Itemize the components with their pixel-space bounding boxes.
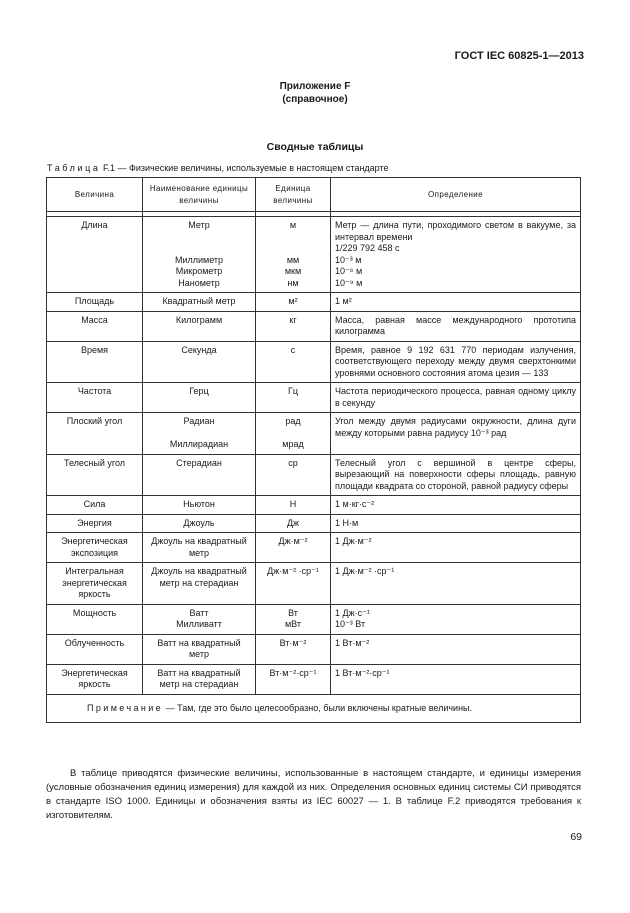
unit-name-cell	[143, 413, 256, 455]
unit-cell-line: Вт·м⁻²	[279, 637, 307, 648]
unit-cell-line	[260, 243, 326, 255]
unit-name-cell-line: Джоуль на квадратный метр на стерадиан	[151, 566, 247, 588]
table-caption	[47, 163, 389, 173]
note-text: — Там, где это было целесообразно, были включены кратные величины.	[163, 702, 473, 713]
unit-cell	[256, 217, 331, 293]
unit-cell-line: мм	[286, 254, 300, 265]
unit-name-cell	[143, 563, 256, 605]
page-number: 69	[570, 831, 582, 843]
quantity-cell-line: Энергетическая яркость	[61, 667, 128, 689]
unit-cell-line	[260, 232, 326, 244]
quantity-cell-line: Масса	[81, 314, 108, 325]
quantity-cell-line: Энергия	[77, 517, 112, 528]
definition-cell	[331, 217, 581, 293]
unit-cell	[256, 293, 331, 312]
unit-cell-line: с	[290, 344, 296, 355]
definition-cell	[331, 563, 581, 605]
standard-header: ГОСТ IEC 60825-1—2013	[454, 50, 584, 62]
physical-quantities-table	[46, 177, 581, 723]
quantity-cell-line: Сила	[83, 499, 106, 509]
table-row	[47, 533, 581, 563]
definition-cell	[331, 634, 581, 664]
unit-name-cell	[143, 311, 256, 341]
definition-cell-line: 1 Вт·м⁻²	[335, 637, 370, 648]
unit-name-cell-line: Квадратный метр	[162, 296, 236, 306]
unit-name-cell-line: Метр	[188, 220, 210, 230]
unit-cell	[256, 341, 331, 383]
unit-cell-line: Дж	[286, 517, 300, 528]
quantity-cell-line: Частота	[77, 386, 112, 396]
unit-name-cell-line: Радиан	[183, 416, 215, 426]
unit-name-cell-line: Килограмм	[175, 314, 223, 325]
definition-cell	[331, 533, 581, 563]
definition-cell	[331, 311, 581, 341]
quantity-cell	[47, 604, 143, 634]
definition-cell-line: 1 Н·м	[335, 517, 359, 528]
definition-cell-line: Время, равное 9 192 631 770 периодам излучения, соответствующего переходу между двумя сверхтонкими уровнями основного состояния атома цезия — 133	[335, 344, 576, 378]
unit-cell-line: мрад	[282, 439, 304, 449]
unit-name-cell-line: Ватт на квадратный метр на стерадиан	[157, 667, 241, 689]
unit-cell	[256, 664, 331, 694]
unit-name-cell-line	[147, 428, 251, 440]
unit-cell-line: Вт	[288, 607, 298, 618]
unit-cell-line: Гц	[287, 386, 299, 396]
unit-name-cell	[143, 454, 256, 496]
definition-cell-line: Телесный угол с вершиной в центре сферы, вырезающий на поверхности сферы площадь, равную площади квадрата со стороной, равной радиусу сферы	[335, 457, 576, 491]
unit-cell	[256, 634, 331, 664]
table-row	[47, 514, 581, 533]
unit-name-cell	[143, 664, 256, 694]
unit-cell-line: м	[289, 220, 297, 230]
table-row	[47, 413, 581, 455]
unit-cell	[256, 563, 331, 605]
unit-name-cell-line: Герц	[189, 386, 209, 396]
quantity-cell	[47, 563, 143, 605]
definition-cell-line: 10⁻⁹ м	[335, 277, 363, 288]
unit-cell	[256, 311, 331, 341]
annex-heading	[0, 80, 630, 106]
table-note-row	[47, 694, 581, 723]
header-unit: Единица величины	[256, 178, 331, 212]
definition-cell-line: 1 Дж·м⁻²	[335, 536, 372, 546]
body-paragraph	[46, 767, 581, 823]
definition-cell	[331, 496, 581, 515]
definition-cell-line: 1 Дж·с⁻¹	[335, 607, 370, 618]
definition-cell-line: Частота периодического процесса, равная одному циклу в секунду	[335, 386, 576, 408]
table-note	[47, 694, 581, 723]
definition-cell-line: 10⁻³ м	[335, 254, 362, 265]
table-caption-prefix: Таблица	[47, 163, 101, 173]
quantity-cell-line: Мощность	[72, 607, 117, 618]
quantity-cell-line: Телесный угол	[63, 457, 126, 468]
unit-cell	[256, 383, 331, 413]
header-definition: Определение	[331, 178, 581, 212]
table-row	[47, 383, 581, 413]
note-prefix: Примечание	[87, 702, 164, 713]
unit-cell	[256, 604, 331, 634]
quantity-cell	[47, 293, 143, 312]
unit-name-cell	[143, 604, 256, 634]
unit-name-cell-line: Джоуль	[183, 517, 215, 528]
unit-cell-line: Дж·м⁻² ·ср⁻¹	[267, 566, 319, 576]
unit-cell	[256, 514, 331, 533]
annex-subtitle: (справочное)	[282, 94, 348, 105]
unit-name-cell	[143, 496, 256, 515]
unit-cell-line: Вт·м⁻²·ср⁻¹	[269, 667, 317, 678]
unit-cell-line: нм	[287, 277, 299, 288]
quantity-cell	[47, 664, 143, 694]
unit-cell-line: мкм	[284, 266, 302, 276]
unit-cell-line: Н	[289, 499, 297, 509]
header-unit-name: Наименование единицы величины	[143, 178, 256, 212]
definition-cell	[331, 514, 581, 533]
table-row	[47, 496, 581, 515]
annex-title: Приложение F	[279, 81, 351, 92]
unit-name-cell-line: Миллирадиан	[169, 439, 229, 449]
definition-cell-line: Угол между двумя радиусами окружности, длина дуги между которыми равна радиусу 10⁻³ рад	[335, 416, 576, 438]
unit-name-cell-line: Милливатт	[176, 619, 222, 629]
table-row	[47, 604, 581, 634]
section-title: Сводные таблицы	[266, 141, 364, 153]
quantity-cell	[47, 634, 143, 664]
quantity-cell-line: Интегральная энергетическая яркость	[62, 566, 127, 599]
unit-name-cell-line: Микрометр	[175, 266, 223, 276]
quantity-cell	[47, 533, 143, 563]
unit-name-cell	[143, 514, 256, 533]
unit-name-cell-line: Миллиметр	[174, 254, 224, 265]
table-row	[47, 664, 581, 694]
definition-cell-line: 10⁻³ Вт	[335, 619, 366, 629]
unit-name-cell-line: Ватт	[189, 607, 209, 618]
quantity-cell	[47, 383, 143, 413]
unit-name-cell-line	[147, 232, 251, 244]
unit-cell-line: мВт	[284, 619, 301, 629]
unit-name-cell-line: Ватт на квадратный метр	[157, 637, 241, 659]
definition-cell-line: 10⁻⁶ м	[335, 266, 363, 276]
quantity-cell	[47, 496, 143, 515]
unit-cell	[256, 454, 331, 496]
quantity-cell	[47, 454, 143, 496]
unit-name-cell-line	[147, 243, 251, 255]
quantity-cell	[47, 341, 143, 383]
quantity-cell-line: Время	[80, 344, 109, 355]
unit-name-cell-line: Стерадиан	[176, 457, 222, 468]
unit-cell	[256, 533, 331, 563]
table-row	[47, 311, 581, 341]
unit-cell	[256, 413, 331, 455]
unit-name-cell-line: Ньютон	[183, 499, 215, 509]
table-row	[47, 293, 581, 312]
unit-name-cell	[143, 293, 256, 312]
paragraph-text: В таблице приводятся физические величины, использованные в настоящем стандарте, и единицы измерения (условные обозначения единиц измерения) для каждой из них. Определения основных единиц системы СИ приводятся в стандарте ISO 1000. Единицы и обозначения взяты из IEC 60027 — 1. В таблице F.2 приводятся требования к изготовителям.	[46, 768, 581, 821]
unit-name-cell	[143, 634, 256, 664]
unit-name-cell	[143, 383, 256, 413]
definition-cell-line: Метр — длина пути, проходимого светом в вакууме, за интервал времени	[335, 220, 576, 242]
unit-name-cell-line: Секунда	[181, 344, 217, 355]
unit-name-cell-line: Джоуль на квадратный метр	[151, 536, 247, 558]
unit-cell-line: ср	[288, 457, 298, 468]
quantity-cell	[47, 217, 143, 293]
table-row	[47, 454, 581, 496]
quantity-cell-line: Плоский угол	[66, 416, 123, 426]
unit-name-cell	[143, 533, 256, 563]
unit-cell-line	[260, 428, 326, 440]
definition-cell	[331, 604, 581, 634]
definition-cell-line: 1 м·кг·с⁻²	[335, 499, 375, 509]
quantity-cell-line: Площадь	[74, 296, 115, 306]
table-row	[47, 217, 581, 293]
quantity-cell	[47, 311, 143, 341]
definition-cell-line: 1 м²	[335, 296, 352, 306]
unit-cell-line: м²	[288, 296, 298, 306]
definition-cell	[331, 454, 581, 496]
unit-cell	[256, 496, 331, 515]
definition-cell	[331, 293, 581, 312]
definition-cell	[331, 341, 581, 383]
table-caption-text: F.1 — Физические величины, используемые в настоящем стандарте	[103, 163, 389, 173]
quantity-cell	[47, 514, 143, 533]
table-row	[47, 341, 581, 383]
quantity-cell	[47, 413, 143, 455]
unit-name-cell	[143, 217, 256, 293]
definition-cell-line: 1 Вт·м⁻²·ср⁻¹	[335, 667, 390, 678]
quantity-cell-line: Облученность	[64, 637, 125, 648]
unit-cell-line: рад	[285, 416, 301, 426]
definition-cell	[331, 664, 581, 694]
definition-cell	[331, 413, 581, 455]
quantity-cell-line: Длина	[81, 220, 108, 230]
table-header-row	[47, 178, 581, 212]
definition-cell	[331, 383, 581, 413]
table-row	[47, 634, 581, 664]
definition-cell-line: 1 Дж·м⁻² ·ср⁻¹	[335, 566, 395, 576]
definition-cell-line: 1/229 792 458 с	[335, 243, 400, 253]
unit-cell-line: кг	[289, 314, 297, 325]
definition-cell-line: Масса, равная массе международного прототипа килограмма	[335, 314, 576, 336]
header-quantity: Величина	[47, 178, 143, 212]
unit-name-cell-line: Нанометр	[178, 277, 220, 288]
quantity-cell-line: Энергетическая экспозиция	[61, 536, 128, 558]
table-row	[47, 563, 581, 605]
unit-name-cell	[143, 341, 256, 383]
unit-cell-line: Дж·м⁻²	[278, 536, 308, 546]
